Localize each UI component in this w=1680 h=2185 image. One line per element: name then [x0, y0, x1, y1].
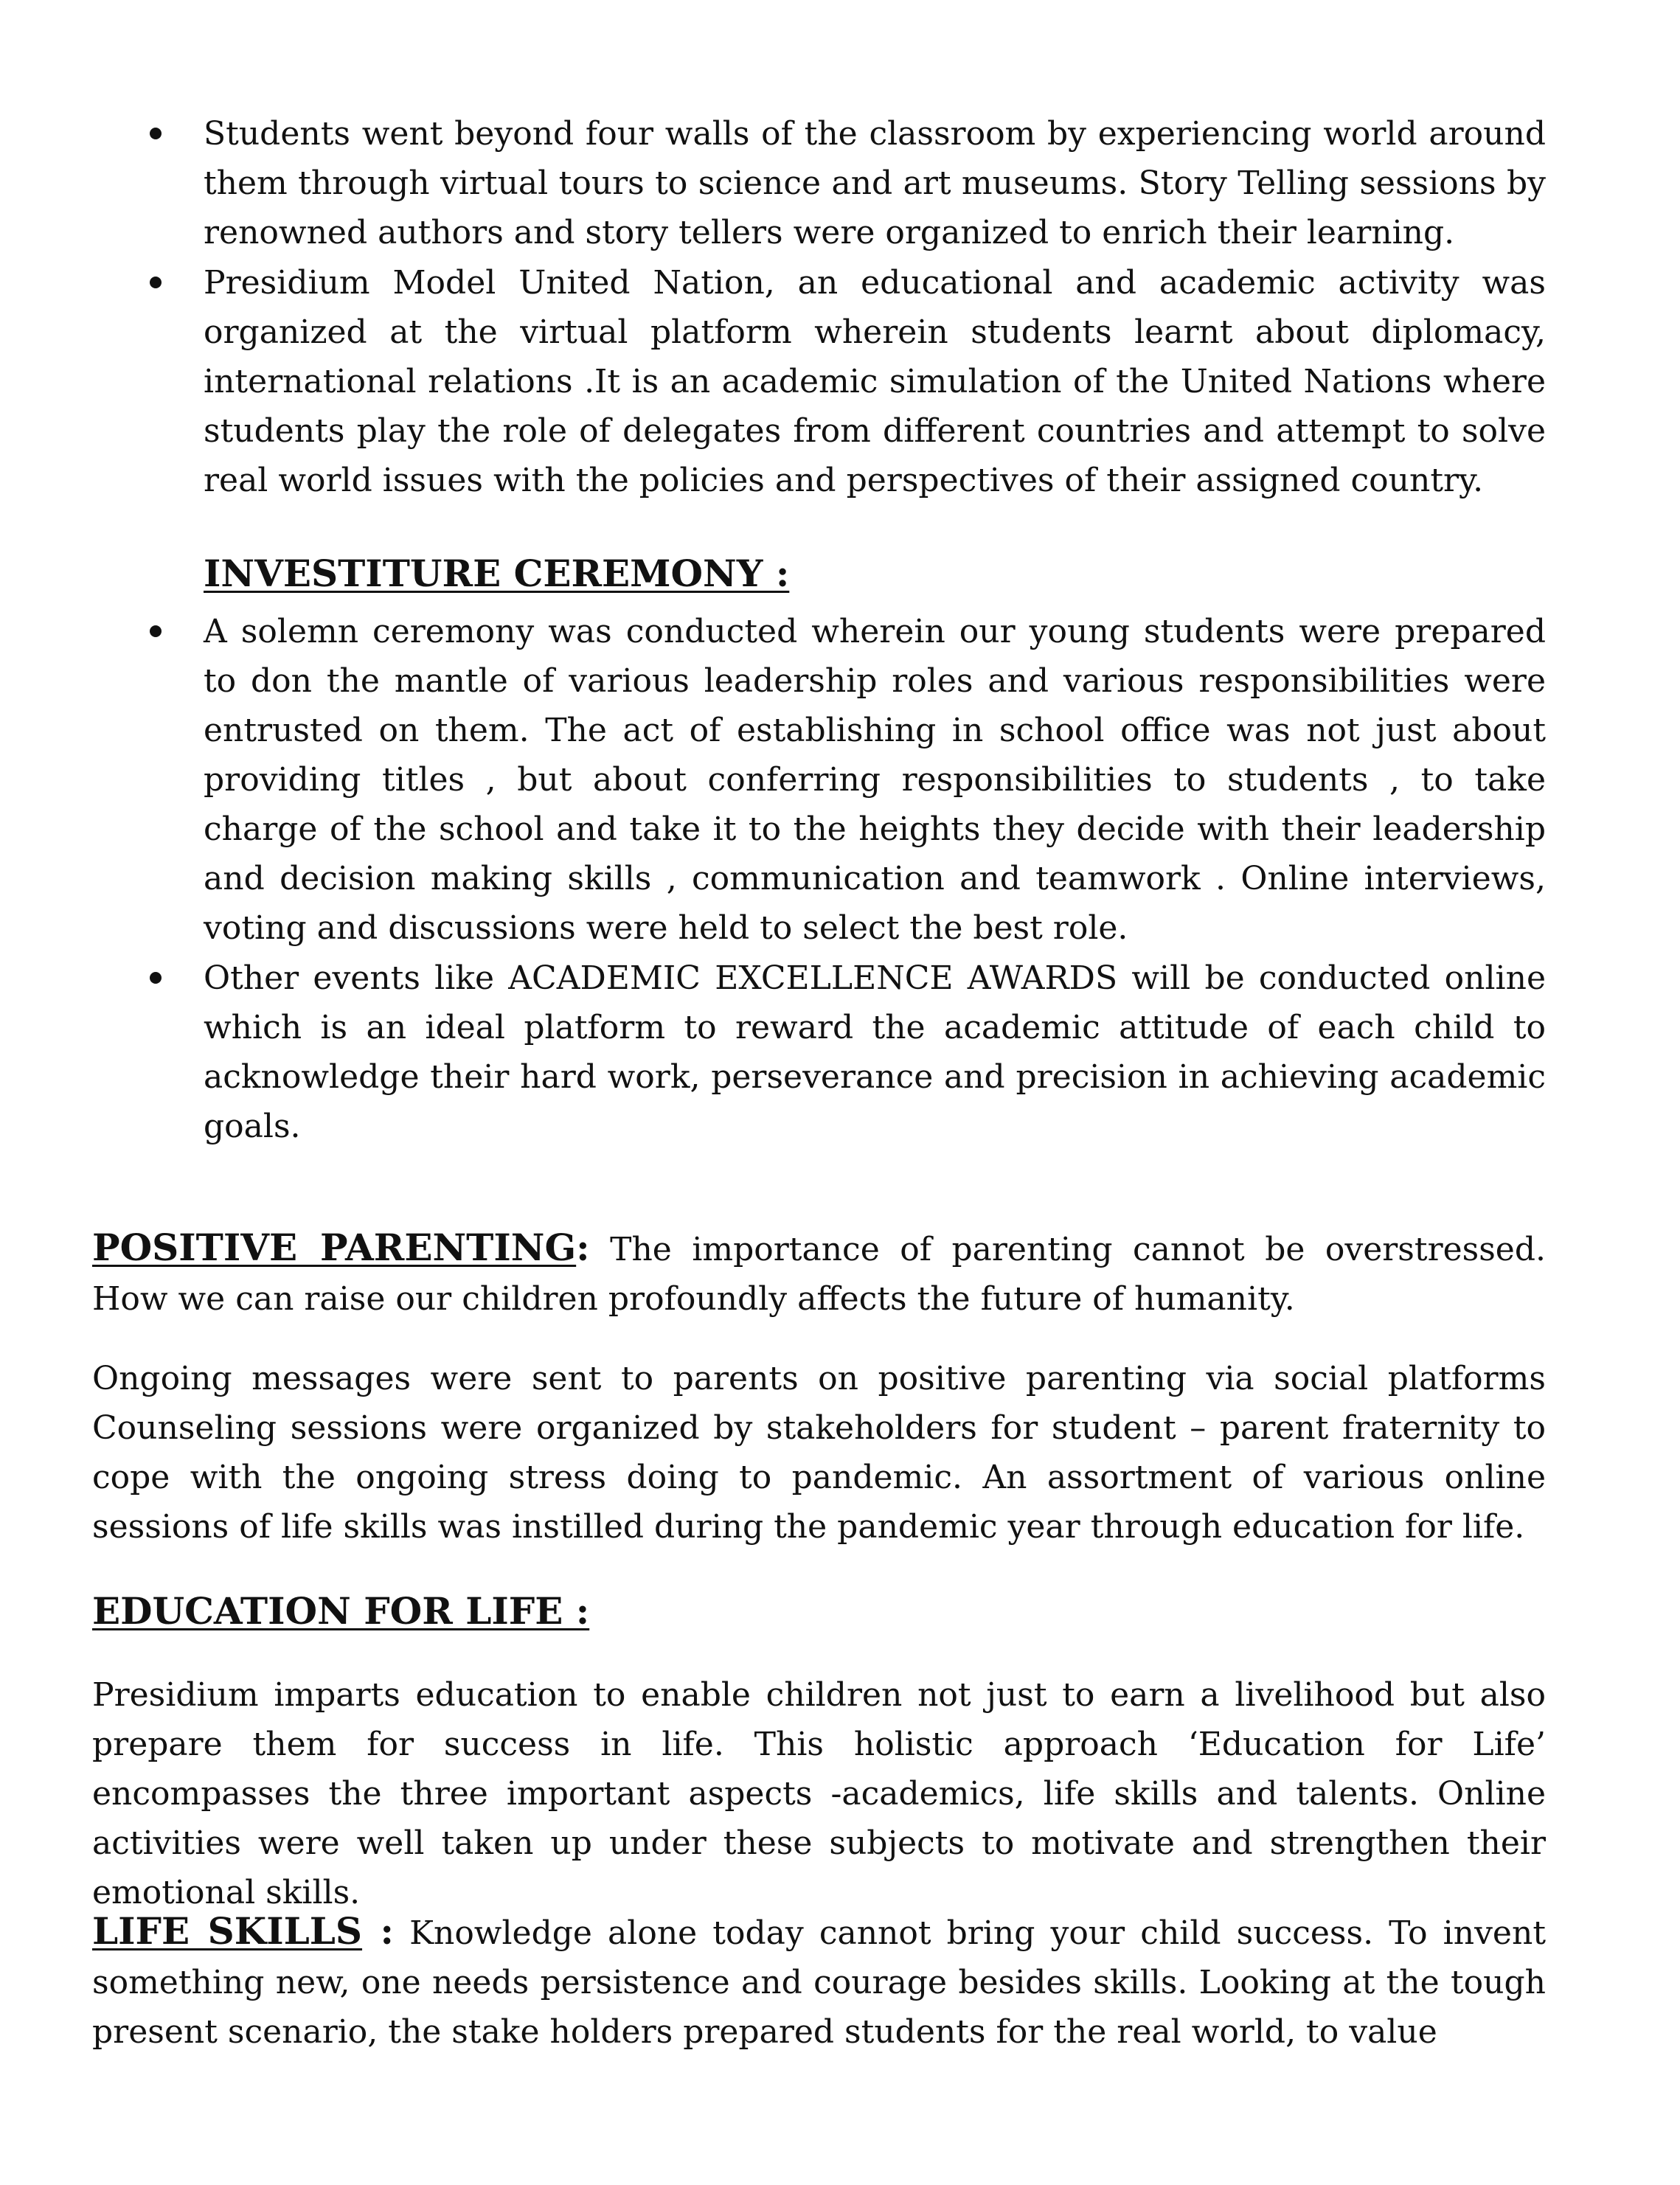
- positive-parenting-heading: POSITIVE PARENTING: [92, 1226, 577, 1269]
- positive-parenting-intro-text: The importance of parenting cannot be overstressed. How we can raise our children profoundly affects the future of humanity.: [92, 1231, 1546, 1318]
- list-item-solemn-ceremony: A solemn ceremony was conducted wherein our young students were prepared to don the mantle of various leadership roles and various responsibilities were entrusted on them. The act of establishing in school office was not just about providing titles , but about conferring responsibilities to students , to take charge of the school and take it to the heights they decide with their leadership and decision making skills , communication and teamwork . Online interviews, voting and discussions were held to select the best role.: [204, 613, 1546, 947]
- life-skills-body-text: Knowledge alone today cannot bring your child success. To invent something new, one needs persistence and courage besides skills. Looking at the tough present scenario, the stake holders prepared students for the real world, to value: [92, 1914, 1546, 2051]
- life-skills-colon: :: [362, 1909, 395, 1953]
- education-for-life-body: Presidium imparts education to enable children not just to earn a livelihood but also prepare them for success in life. This holistic approach ‘Education for Life’ encompasses the three important aspects -academics, life skills and talents. Online activities were well taken up under these subjects to motivate and strengthen their emotional skills.: [92, 1676, 1546, 1911]
- life-skills-heading: LIFE SKILLS: [92, 1909, 363, 1953]
- positive-parenting-colon: :: [576, 1226, 590, 1269]
- positive-parenting-body: Ongoing messages were sent to parents on positive parenting via social platforms Counseling sessions were organized by stakeholders for student – parent fraternity to cope with the ongoing stress doing to pandemic. An assortment of various online sessions of life skills was instilled during the pandemic year through education for life.: [92, 1360, 1546, 1546]
- positive-parenting-intro: [92, 1223, 1546, 1324]
- bullet-icon: [150, 277, 162, 288]
- life-skills-paragraph: [92, 1906, 1546, 2057]
- list-item-academic-excellence: Other events like ACADEMIC EXCELLENCE AWARDS will be conducted online which is an ideal platform to reward the academic attitude of each child to acknowledge their hard work, perseverance and precision in achieving academic goals.: [204, 959, 1546, 1145]
- list-item-model-united-nation: Presidium Model United Nation, an educational and academic activity was organized at the virtual platform wherein students learnt about diplomacy, international relations .It is an academic simulation of the United Nations where students play the role of delegates from different countries and attempt to solve real world issues with the policies and perspectives of their assigned country.: [204, 264, 1546, 499]
- education-for-life-heading: EDUCATION FOR LIFE :: [92, 1589, 590, 1633]
- investiture-ceremony-heading: INVESTITURE CEREMONY :: [204, 552, 790, 595]
- bullet-icon: [150, 625, 162, 637]
- bullet-icon: [150, 972, 162, 984]
- list-item-virtual-tours: Students went beyond four walls of the classroom by experiencing world around them through virtual tours to science and art museums. Story Telling sessions by renowned authors and story tellers were organized to enrich their learning.: [204, 115, 1546, 251]
- bullet-icon: [150, 128, 162, 139]
